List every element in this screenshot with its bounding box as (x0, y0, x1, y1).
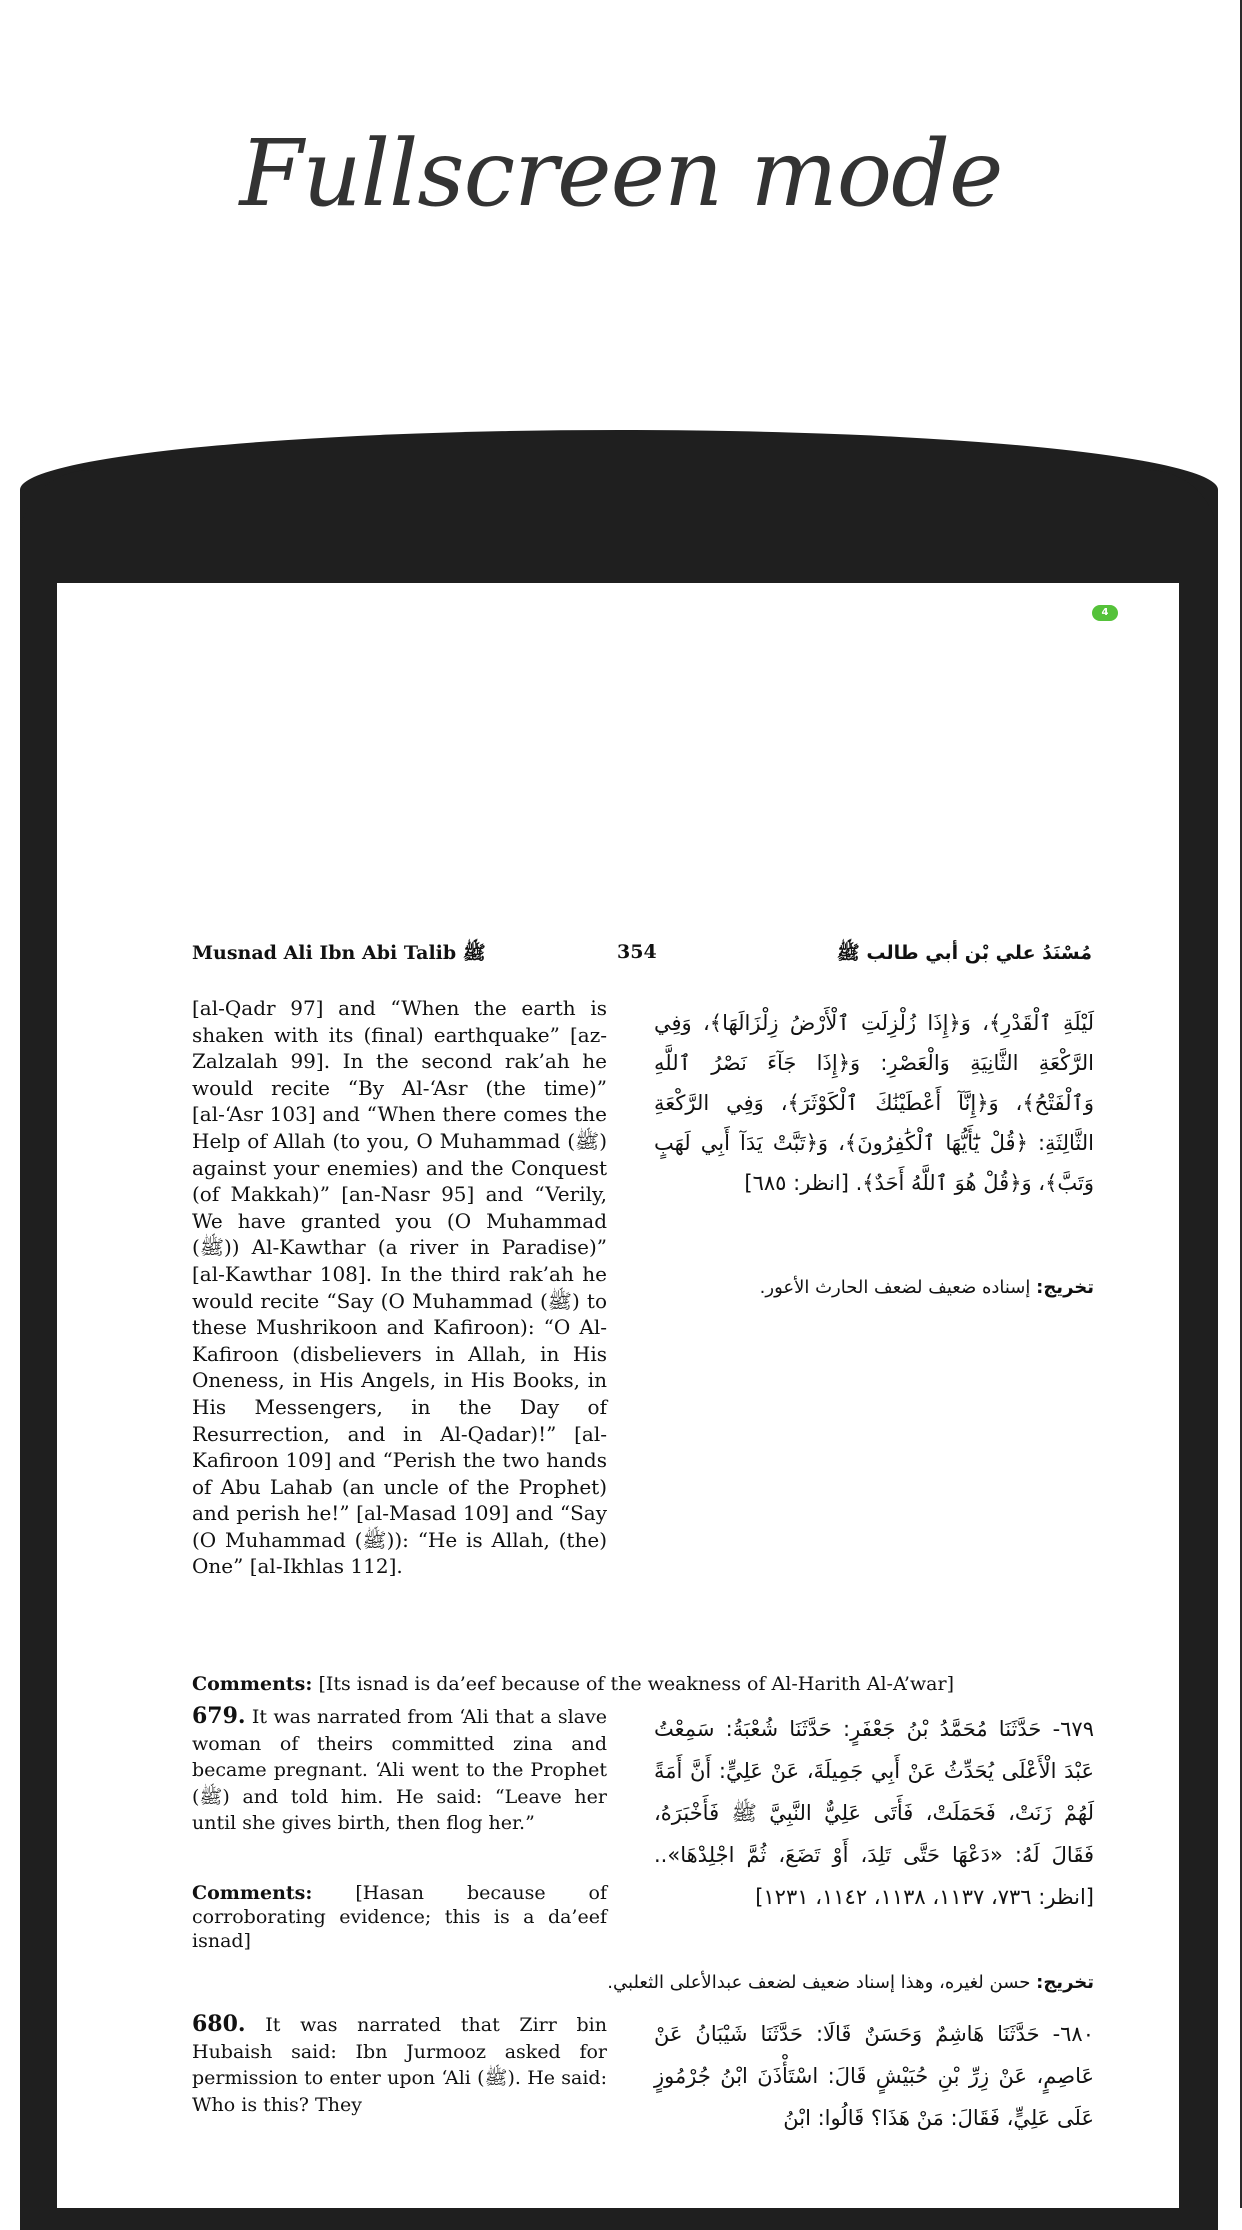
hadith-679-english (192, 1703, 607, 1837)
hadith-679-arabic: ٦٧٩- حَدَّثَنَا مُحَمَّدُ بْنُ جَعْفَرٍ: حَدَّثَنَا شُعْبَةُ: سَمِعْتُ عَبْدَ الْأَعْلَى يُحَدِّثُ عَنْ أَبِي جَمِيلَةَ، عَنْ عَلِيٍّ: أَنَّ أَمَةً لَهُمْ زَنَتْ، فَحَمَلَتْ، فَأَتَى عَلِيٌّ النَّبِيَّ ﷺ فَأَخْبَرَهُ، فَقَالَ لَهُ: «دَعْهَا حَتَّى تَلِدَ، أَوْ تَضَعَ، ثُمَّ اجْلِدْهَا».. [انظر: ٧٣٦، ١١٣٧، ١١٣٨، ١١٤٢، ١٢٣١] (654, 1717, 1094, 1909)
battery-icon: 4 (1092, 605, 1118, 621)
hadith-680-text: It was narrated that Zirr bin Hubaish said: Ibn Jurmooz asked for permission to enter upon ‘Ali (ﷺ). He said: Who is this? They (192, 2014, 607, 2116)
takhrij-text: إسناده ضعيف لضعف الحارث الأعور. (759, 1277, 1031, 1298)
header-right: مُسْنَدُ علي بْن أبي طالب ﷺ (836, 942, 1092, 964)
page-number: 354 (617, 941, 657, 963)
arabic-text-top: لَيْلَةِ ٱلْقَدْرِ﴾، وَ﴿إِذَا زُلْزِلَتِ ٱلْأَرْضُ زِلْزَالَهَا﴾، وَفِي الرَّكْعَةِ الثَّانِيَةِ وَالْعَصْرِ: وَ﴿إِذَا جَآءَ نَصْرُ ٱللَّهِ وَٱلْفَتْحُ﴾، وَ﴿إِنَّآ أَعْطَيْنَٰكَ ٱلْكَوْثَرَ﴾، وَفِي الرَّكْعَةِ الثَّالِثَةِ: ﴿قُلْ يَٰٓأَيُّهَا ٱلْكَٰفِرُونَ﴾، وَ﴿تَبَّتْ يَدَآ أَبِي لَهَبٍ وَتَبَّ﴾، وَ﴿قُلْ هُوَ ٱللَّهُ أَحَدٌ﴾. [انظر: ٦٨٥] (654, 1011, 1094, 1195)
takhrij-label-2: تخريج: (1036, 1972, 1094, 1993)
comments-label: Comments: (192, 1673, 313, 1695)
hadith-679-number: 679. (192, 1703, 246, 1729)
arabic-takhrij-2 (357, 1968, 1094, 1998)
takhrij-label: تخريج: (1036, 1277, 1094, 1298)
header-left: Musnad Ali Ibn Abi Talib ﷺ (192, 942, 486, 964)
comments-line-1 (192, 1673, 954, 1695)
hadith-679-text: It was narrated from ‘Ali that a slave woman of theirs committed zina and became pregnant. ‘Ali went to the Prophet (ﷺ) and told him. He said: “Leave her until she gives birth, then flog her.” (192, 1706, 607, 1834)
arabic-takhrij-1 (654, 1273, 1094, 1303)
comments-block-2 (192, 1881, 607, 1953)
comments-label-2: Comments: (192, 1882, 313, 1904)
comments-text-2: [Hasan because of corroborating evidence; this is a da’eef isnad] (192, 1882, 607, 1952)
takhrij-text-2: حسن لغيره، وهذا إسناد ضعيف لضعف عبدالأعلى الثعلبي. (607, 1972, 1031, 1993)
device-screen[interactable] (57, 583, 1179, 2208)
hadith-680-number: 680. (192, 2011, 246, 2037)
headline: Fullscreen mode (239, 120, 1003, 227)
hadith-680-arabic: ٦٨٠- حَدَّثَنَا هَاشِمٌ وَحَسَنٌ قَالَا: حَدَّثَنَا شَيْبَانُ عَنْ عَاصِمٍ، عَنْ زِرِّ بْنِ حُبَيْشٍ قَالَ: اسْتَأْذَنَ ابْنُ جُرْمُوزٍ عَلَى عَلِيٍّ، فَقَالَ: مَنْ هَذَا؟ قَالُوا: ابْنُ (654, 2022, 1094, 2130)
page-running-head (192, 941, 1092, 971)
comments-text: [Its isnad is da’eef because of the weakness of Al-Harith Al-A’war] (318, 1673, 954, 1695)
english-text-top: [al-Qadr 97] and “When the earth is shaken with its (final) earthquake” [az-Zalzalah 99]. In the second rak’ah he would recite “By Al-‘Asr (the time)” [al-‘Asr 103] and “When there comes the Help of Allah (to you, O Muhammad (ﷺ) against your enemies) and the Conquest (of Makkah)” [an-Nasr 95] and “Verily, We have granted you (O Muhammad (ﷺ)) Al-Kawthar (a river in Paradise)” [al-Kawthar 108]. In the third rak’ah he would recite “Say (O Muhammad (ﷺ) to these Mushrikoon and Kafiroon): “O Al-Kafiroon (disbelievers in Allah, in His Oneness, in His Angels, in His Books, in His Messengers, in the Day of Resurrection, and in Al-Qadar)!” [al-Kafiroon 109] and “Perish the two hands of Abu Lahab (an uncle of the Prophet) and perish he!” [al-Masad 109] and “Say (O Muhammad (ﷺ)): “He is Allah, (the) One” [al-Ikhlas 112]. (192, 996, 607, 1579)
hadith-680-english (192, 2011, 607, 2118)
